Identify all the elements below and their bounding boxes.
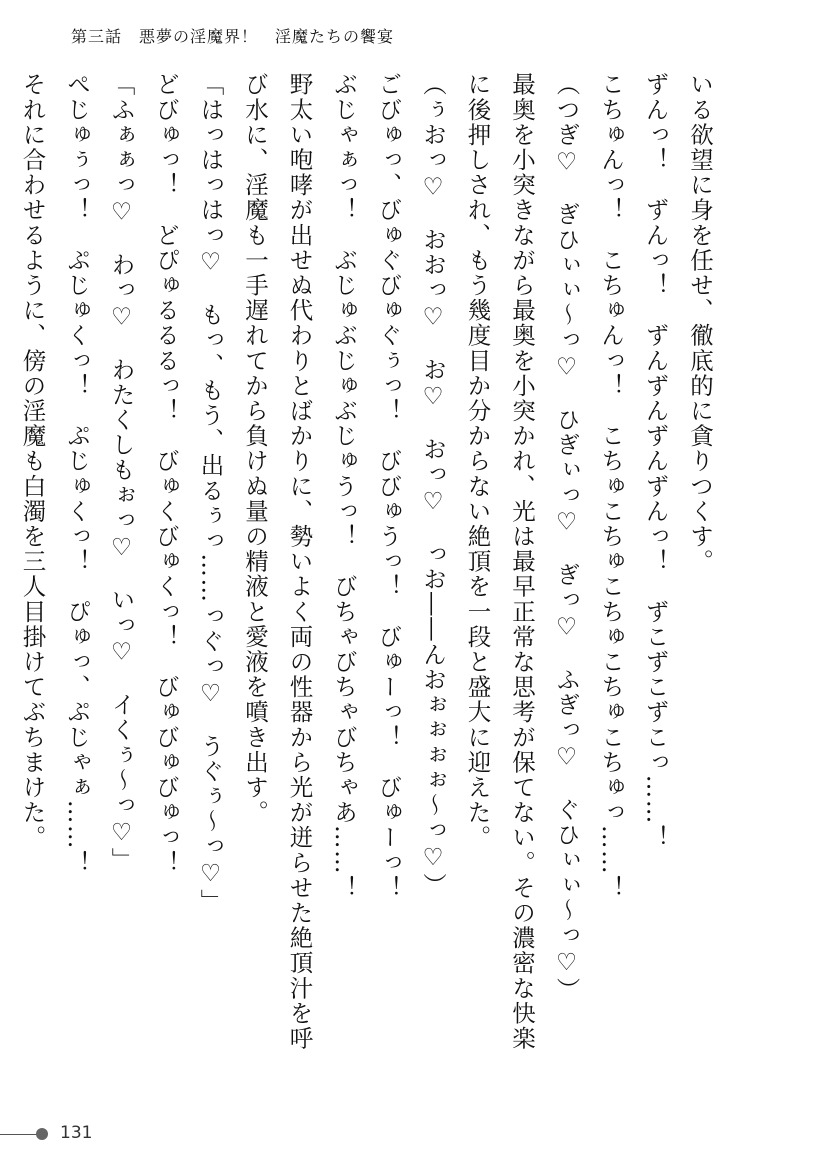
- text-line: ぺじゅぅっ！ ぷじゅくっ！ ぷじゅくっ！ ぴゅっ、ぷじゃぁ……！: [63, 72, 91, 876]
- page-footer: [0, 1122, 200, 1146]
- text-line: び水に、淫魔も一手遅れてから負けぬ量の精液と愛液を噴き出す。: [241, 72, 269, 825]
- text-line: に後押しされ、もう幾度目か分からない絶頂を一段と盛大に迎えた。: [463, 72, 492, 851]
- text-line: それに合わせるように、傍の淫魔も白濁を三人目掛けてぶちまけた。: [18, 72, 47, 851]
- footer-rule: [0, 1134, 40, 1135]
- text-line: 「ふぁぁっ♡ わっ♡ わたくしもぉっ♡ いっ♡ イくぅ～っ♡」: [107, 72, 136, 873]
- text-line: （つぎ♡ ぎひぃぃ～っ♡ ひぎぃっ♡ ぎっ♡ ふぎっ♡ ぐひぃぃ～っ♡）: [552, 72, 581, 1003]
- page-number: 131: [60, 1123, 93, 1143]
- text-line: いる欲望に身を任せ、徹底的に貪りつくす。: [686, 72, 714, 574]
- text-line: 野太い咆哮が出せぬ代わりとばかりに、勢いよく両の性器から光が迸らせた絶頂汁を呼: [285, 72, 314, 1051]
- text-line: ごびゅっ、びゅぐびゅぐぅっ！ びびゅうっ！ びゅーっ！ びゅーっ！: [374, 72, 403, 901]
- text-line: 「はっはっはっ♡ もっ、もう、出るぅっ……っぐっ♡ うぐぅ～っ♡」: [196, 72, 225, 914]
- footer-dot-icon: [36, 1128, 48, 1140]
- running-header: 第三話 悪夢の淫魔界！ 淫魔たちの饗宴: [71, 27, 395, 46]
- text-line: 最奥を小突きながら最奥を小突かれ、光は最早正常な思考が保てない。その濃密な快楽: [508, 72, 536, 1051]
- text-line: こちゅんっ！ こちゅんっ！ こちゅこちゅこちゅこちゅこちゅっ……！: [597, 72, 625, 901]
- body-text: [10, 72, 722, 1112]
- text-line: （ぅおっ♡ おおっ♡ お♡ おっ♡ っお――んおぉぉぉぉ～っ♡）: [419, 72, 447, 898]
- text-line: ずんっ！ ずんっ！ ずんずんずんずんっ！ ずこずこずこっ……！: [641, 72, 670, 851]
- text-line: どびゅっ！ どぴゅるるるっ！ びゅくびゅくっ！ びゅびゅびゅっ！: [152, 72, 180, 876]
- text-line: ぶじゃぁっ！ ぶじゅぶじゅぶじゅうっ！ びちゃびちゃびちゃあ……！: [330, 72, 358, 901]
